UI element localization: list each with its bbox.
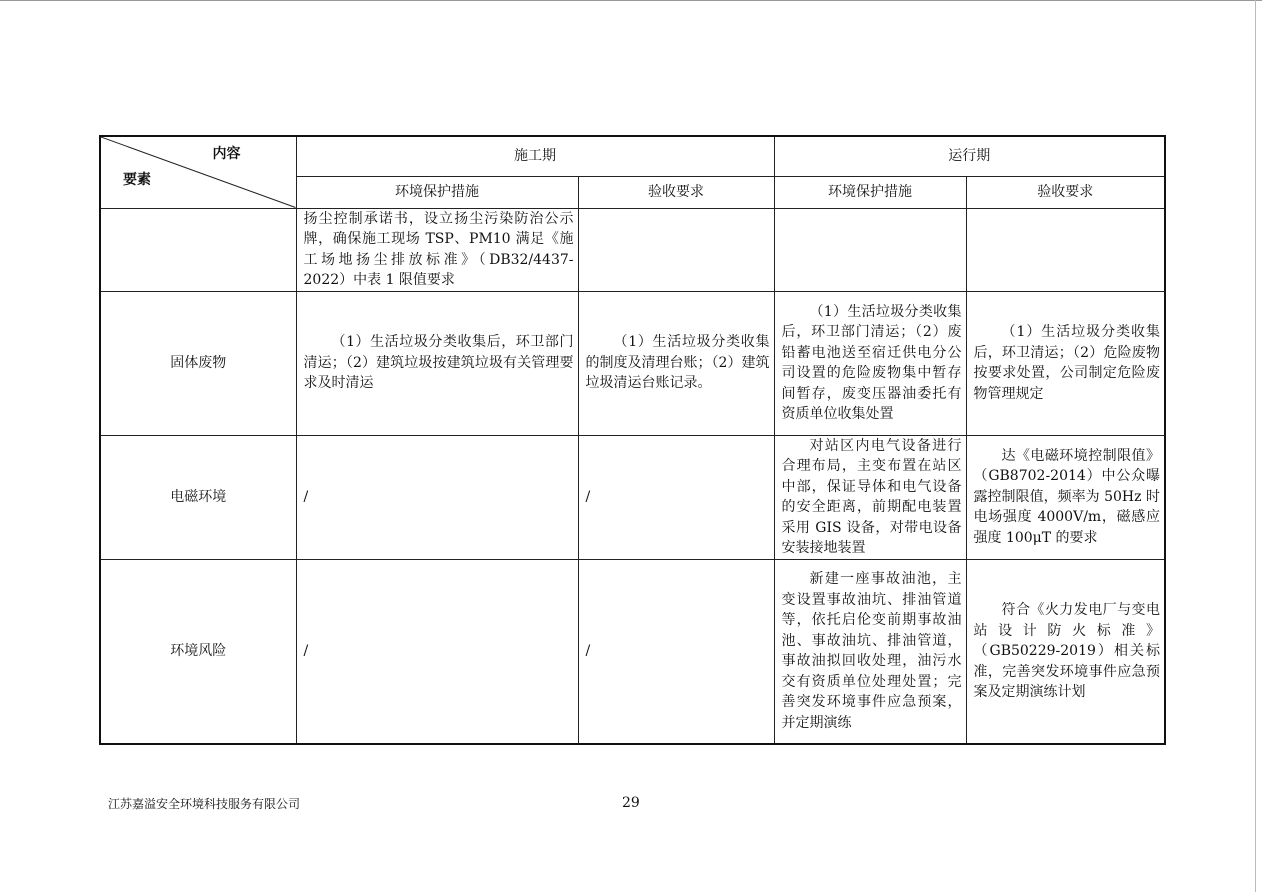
element-cell: 固体废物 xyxy=(100,291,296,435)
operation-acceptance-header: 验收要求 xyxy=(966,176,1165,208)
table-row xyxy=(100,559,1165,744)
page-top-border xyxy=(0,0,1262,1)
header-element-label: 要素 xyxy=(123,172,151,188)
operation-period-header: 运行期 xyxy=(774,136,1165,176)
construction-measure-cell: 扬尘控制承诺书，设立扬尘污染防治公示牌，确保施工现场 TSP、PM10 满足《施工场地扬尘排放标准》（DB32/4437-2022）中表 1 限值要求 xyxy=(296,208,578,291)
construction-period-header: 施工期 xyxy=(296,136,774,176)
diagonal-header-cell xyxy=(100,136,296,208)
operation-acceptance-cell: 符合《火力发电厂与变电站设计防火标准》（GB50229-2019）相关标准，完善突发环境事件应急预案及定期演练计划 xyxy=(966,559,1165,744)
page-right-border xyxy=(1255,0,1256,892)
element-cell: 环境风险 xyxy=(100,559,296,744)
operation-acceptance-cell: 达《电磁环境控制限值》（GB8702-2014）中公众曝露控制限值，频率为 50Hz 时电场强度 4000V/m，磁感应强度 100μT 的要求 xyxy=(966,435,1165,559)
construction-measure-cell: / xyxy=(296,559,578,744)
element-cell: 电磁环境 xyxy=(100,435,296,559)
operation-measures-header: 环境保护措施 xyxy=(774,176,966,208)
table-row xyxy=(100,291,1165,435)
construction-acceptance-cell: （1）生活垃圾分类收集的制度及清理台账；（2）建筑垃圾清运台账记录。 xyxy=(578,291,774,435)
element-cell xyxy=(100,208,296,291)
acceptance-table xyxy=(99,135,1166,745)
table-row xyxy=(100,435,1165,559)
footer-company-name: 江苏嘉溢安全环境科技服务有限公司 xyxy=(108,797,301,811)
construction-acceptance-cell: / xyxy=(578,435,774,559)
page-number: 29 xyxy=(622,795,640,811)
operation-acceptance-cell: （1）生活垃圾分类收集后，环卫清运；（2）危险废物按要求处置，公司制定危险废物管理规定 xyxy=(966,291,1165,435)
construction-acceptance-header: 验收要求 xyxy=(578,176,774,208)
operation-measure-cell: 新建一座事故油池，主变设置事故油坑、排油管道等，依托启伦变前期事故油池、事故油坑、排油管道，事故油拟回收处理，油污水交有资质单位处理处置；完善突发环境事件应急预案，并定期演练 xyxy=(774,559,966,744)
header-content-label: 内容 xyxy=(212,146,241,162)
operation-acceptance-cell xyxy=(966,208,1165,291)
construction-measures-header: 环境保护措施 xyxy=(296,176,578,208)
operation-measure-cell xyxy=(774,208,966,291)
operation-measure-cell: 对站区内电气设备进行合理布局，主变布置在站区中部，保证导体和电气设备的安全距离，前期配电装置采用 GIS 设备，对带电设备安装接地装置 xyxy=(774,435,966,559)
construction-measure-cell: / xyxy=(296,435,578,559)
table-row xyxy=(100,208,1165,291)
operation-measure-cell: （1）生活垃圾分类收集后，环卫部门清运；（2）废铅蓄电池送至宿迁供电分公司设置的危险废物集中暂存间暂存，废变压器油委托有资质单位收集处置 xyxy=(774,291,966,435)
construction-measure-cell: （1）生活垃圾分类收集后，环卫部门清运；（2）建筑垃圾按建筑垃圾有关管理要求及时清运 xyxy=(296,291,578,435)
header-row-1 xyxy=(100,136,1165,176)
construction-acceptance-cell: / xyxy=(578,559,774,744)
construction-acceptance-cell xyxy=(578,208,774,291)
